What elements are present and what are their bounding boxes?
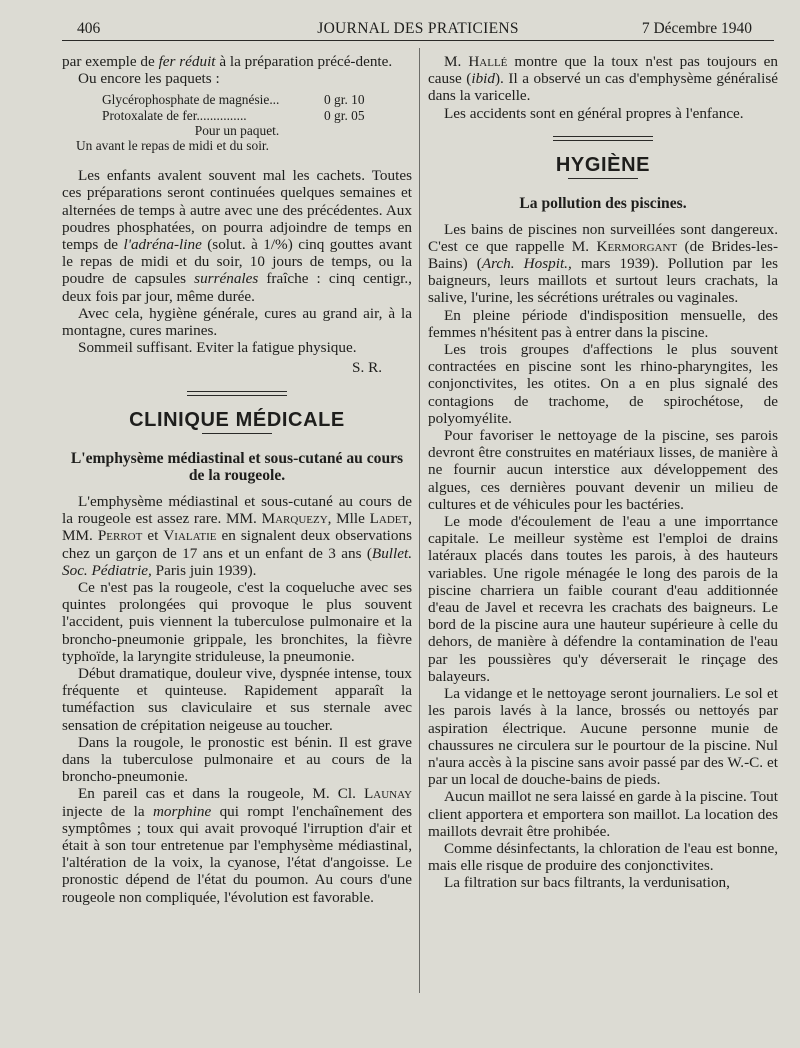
text-run: à la préparation précé-dente. xyxy=(215,53,393,70)
paragraph: Aucun maillot ne sera laissé en garde à la piscine. Tout client apportera et emportera son maillot. La location des maillots devrait être prohibée. xyxy=(428,788,778,840)
author-name: Hallé xyxy=(468,53,508,70)
text-run: ). Il a observé un cas d'emphysème généralisé dans la varicelle. xyxy=(428,70,778,105)
prescription-item-name: Protoxalate de fer............... xyxy=(102,107,247,123)
italic-text: morphine xyxy=(152,802,212,820)
author-name: Kermorgant xyxy=(596,237,678,255)
paragraph: Les trois groupes d'affections le plus souvent contractées en piscine sont les rhino-pharyngites, les conjonctivites, les otites. On a en plus signalé des contagions de trachome, de spirochétose, de polyomyélite. xyxy=(428,341,778,427)
section-title: HYGIÈNE xyxy=(555,153,651,176)
author-signature: S. R. xyxy=(352,359,382,377)
prescription-note: Un avant le repas de midi et du soir. xyxy=(76,137,269,153)
double-rule-divider xyxy=(553,136,653,141)
author-name: Vialatie xyxy=(163,527,217,545)
paragraph: Ou encore les paquets : xyxy=(78,70,220,88)
text-run: Les bains de piscines non surveillées sont dangereux. C'est ce que rappelle M. xyxy=(428,220,778,255)
paragraph xyxy=(62,167,412,305)
prescription-note: Pour un paquet. xyxy=(194,122,280,138)
paragraph: Les accidents sont en général propres à l'enfance. xyxy=(444,104,744,122)
text-run: M. xyxy=(444,53,469,70)
text-run: (solut. à 1/%) cinq gouttes avant le repas de midi et du soir, 10 jours de temps, ou la poudre de capsules xyxy=(62,236,412,288)
text-run: Les enfants avalent souvent mal les cachets. Toutes ces préparations seront continuées quelques semaines et alternées de temps à autre avec une des précédentes. Aux poudres phosphatées, on pourra adjoindre de temps en temps de xyxy=(62,167,412,253)
italic-text: Bullet. Soc. Pédiatrie, xyxy=(62,544,412,579)
text-run: , MM. xyxy=(62,510,413,545)
right-column xyxy=(428,53,778,892)
italic-text: ibid xyxy=(471,70,495,88)
paragraph: Sommeil suffisant. Eviter la fatigue physique. xyxy=(78,339,357,357)
section-title: CLINIQUE MÉDICALE xyxy=(129,408,345,431)
italic-text: Arch. Hospit., xyxy=(481,255,572,273)
author-name: Perrot xyxy=(97,527,143,545)
journal-title: JOURNAL DES PRATICIENS xyxy=(317,20,519,37)
paragraph xyxy=(62,53,412,70)
text-run: fraîche : cinq centigr., deux fois par jour, même durée. xyxy=(62,270,412,305)
paragraph: Comme désinfectants, la chloration de l'eau est bonne, mais elle risque de produire des conjonctivites. xyxy=(428,839,778,875)
double-rule-divider xyxy=(187,391,287,396)
paragraph: Pour favoriser le nettoyage de la piscine, ses parois devront être construites en matériaux lisses, de manière à ne fournir aucun interstice aux développement des algues, ces dernières pouvant devenir un milieu de cultures et de véhicules pour les bactéries. xyxy=(428,427,778,513)
prescription-item-dose: 0 gr. 05 xyxy=(324,107,365,123)
paragraph: Dans la rougole, le pronostic est bénin. Il est grave dans la tuberculose pulmonaire et au cours de la broncho-pneumonie. xyxy=(62,733,412,786)
paragraph: La filtration sur bacs filtrants, la verdunisation, xyxy=(444,874,730,892)
paragraph: Ce n'est pas la rougeole, c'est la coqueluche avec ses quintes prolongées qui provoque le plus souvent l'accident, puis viennent la tuberculose pulmonaire et la broncho-pneumonie grippale, les bronchites, la fièvre typhoïde, la laryngite striduleuse, la pneumonie. xyxy=(62,579,412,665)
left-column xyxy=(62,53,412,906)
article-title: L'emphysème médiastinal et sous-cutané au cours de la rougeole. xyxy=(70,449,404,485)
text-run: montre que la toux n'est pas toujours en cause ( xyxy=(428,53,778,88)
text-run: En pareil cas et dans la rougeole, M. Cl. xyxy=(78,785,364,803)
italic-text: surrénales xyxy=(194,270,259,288)
text-run: L'emphysème médiastinal et sous-cutané au cours de la rougeole est assez rare. MM. xyxy=(62,493,412,528)
paragraph xyxy=(428,221,778,307)
author-name: Ladet xyxy=(369,510,409,528)
author-name: Launay xyxy=(364,785,412,803)
prescription xyxy=(62,92,412,153)
paragraph: Début dramatique, douleur vive, dyspnée intense, toux fréquente et quinteuse. Rapidement apparaît la tuméfaction sus claviculaire et sus sternale avec sensation de crépitation neigeuse au toucher. xyxy=(62,665,412,734)
article-title: La pollution des piscines. xyxy=(519,195,687,213)
paragraph xyxy=(62,493,412,579)
paragraph xyxy=(62,785,412,905)
text-run: (de Brides-les-Bains) ( xyxy=(428,237,779,273)
page-number: 406 xyxy=(77,20,101,37)
text-run: , Mlle xyxy=(327,510,370,528)
paragraph: Le mode d'écoulement de l'eau a une imporrtance capitale. Le meilleur système est l'emploi de drains latéraux placés dans toutes les parois, à des hauteurs variables. Une rigole ménagée le long des parois de la piscine charriera un faible courant d'eau additionnée d'eau de Javel et recevra les crachats des baigneurs. Le bord de la piscine aura une hauteur supérieure à celle du dehors, de manière à défendre la contamination de l'eau par les poussières qu'y déverserait le rinçage des balayeurs. xyxy=(428,513,778,685)
issue-date: 7 Décembre 1940 xyxy=(641,20,752,37)
text-run: et xyxy=(142,527,164,545)
text-run: par exemple de xyxy=(62,53,159,70)
paragraph: La vidange et le nettoyage seront journaliers. Le sol et les parois lavés à la lance, brossés ou nettoyés par aspiration électrique. Aucune personne munie de chaussures ne circulera sur le pourtour de la piscine. Nul n'aura accès à la piscine sans avoir passé par des W.-C. et par un local de douche-bains de pieds. xyxy=(428,685,778,789)
paragraph: En pleine période d'indisposition mensuelle, des femmes n'hésitent pas à entrer dans la piscine. xyxy=(428,306,778,341)
prescription-item-name: Glycérophosphate de magnésie... xyxy=(102,92,280,108)
section-rule xyxy=(568,178,638,179)
paragraph xyxy=(428,53,778,105)
paragraph: Avec cela, hygiène générale, cures au grand air, à la montagne, cures marines. xyxy=(62,304,412,340)
page-header xyxy=(62,18,774,41)
text-run: injecte de la xyxy=(62,802,153,820)
column-divider xyxy=(419,48,420,993)
text-run: mars 1939). Pollution par les baigneurs, leurs maillots et surtout leurs crachats, la salive, l'urine, les sécrétions urétrales ou vaginales. xyxy=(428,255,778,307)
text-run: en signalent deux observations chez un garçon de 17 ans et un enfant de 3 ans ( xyxy=(62,527,412,562)
prescription-item-dose: 0 gr. 10 xyxy=(324,92,365,108)
text-run: Paris juin 1939). xyxy=(151,561,257,579)
text-run: qui rompt l'enchaînement des symptômes ; toux qui avait provoqué l'irruption d'air et était à son tour entretenue par l'emphysème médiastinal, l'altération de la voix, la cyanose, l'état d'angoisse. Le pronostic dépend de l'état du poumon. Au cours d'une rougeole non compliquée, l'évolution est favorable. xyxy=(62,802,412,906)
section-rule xyxy=(202,433,272,434)
italic-text: fer réduit xyxy=(158,53,216,70)
italic-text: l'adréna-line xyxy=(123,236,202,253)
author-name: Marquezy xyxy=(261,510,328,528)
